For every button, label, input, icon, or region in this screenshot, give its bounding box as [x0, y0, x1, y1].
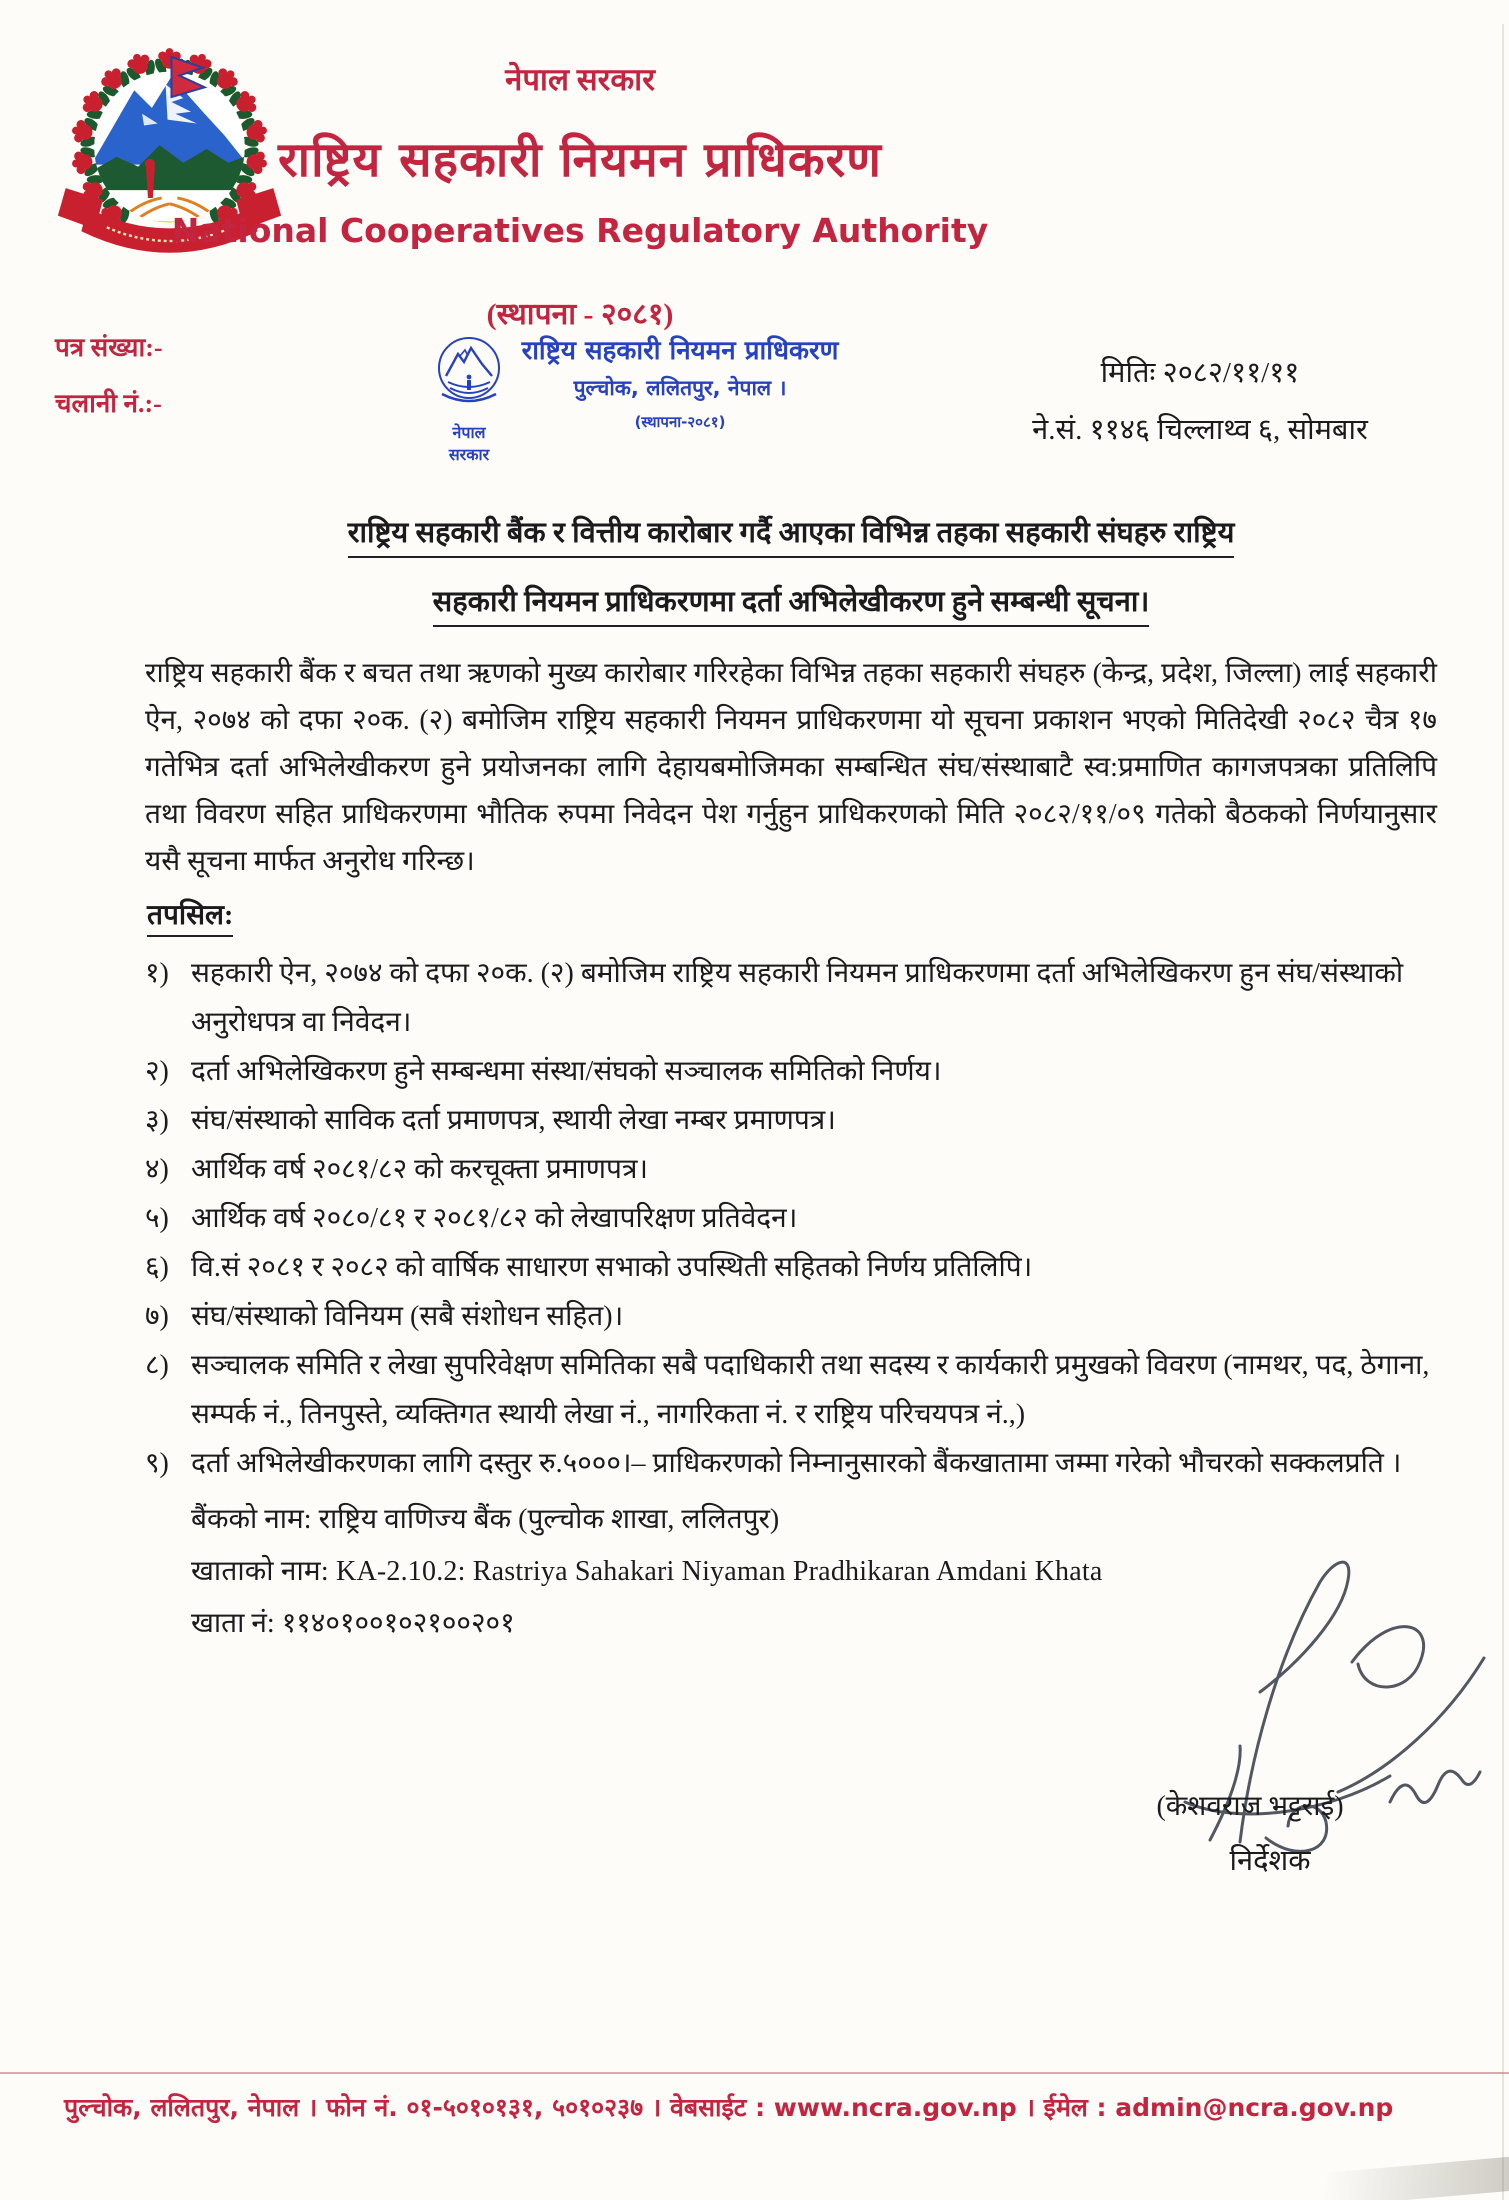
- government-line: नेपाल सरकार: [505, 62, 655, 97]
- list-item: २) दर्ता अभिलेखिकरण हुने सम्बन्धमा संस्था/संघको सञ्चालक समितिको निर्णय।: [145, 1056, 942, 1087]
- signatory-block: [1040, 1786, 1460, 1879]
- schedule-items: [145, 949, 1437, 1488]
- signatory-name: (केशवराज भट्टराई): [1156, 1791, 1344, 1822]
- subject-heading: [145, 512, 1437, 620]
- stamp-line3: (स्थापना-२०८१): [634, 413, 726, 431]
- dispatch-number-label: चलानी नं.:-: [55, 389, 162, 418]
- subject-line1: राष्ट्रिय सहकारी बैंक र वित्तीय कारोबार गर्दै आएका विभिन्न तहका सहकारी संघहरु राष्ट्रिय: [348, 517, 1235, 558]
- established-line: (स्थापना - २०८१): [486, 298, 674, 331]
- authority-title-nepali: राष्ट्रिय सहकारी नियमन प्राधिकरण: [278, 132, 882, 188]
- list-item: १) सहकारी ऐन, २०७४ को दफा २०क. (२) बमोजिम राष्ट्रिय सहकारी नियमन प्राधिकरणमा दर्ता अभिलेखिकरण हुन संघ/संस्थाको अनुरोधपत्र वा निवेदन।: [145, 958, 1404, 1038]
- stamp-line1: राष्ट्रिय सहकारी नियमन प्राधिकरण: [521, 336, 839, 366]
- date-block: [950, 352, 1450, 448]
- account-name-line: खाताको नाम: KA-2.10.2: Rastriya Sahakari Niyaman Pradhikaran Amdani Khata: [191, 1556, 1103, 1587]
- list-item: ४) आर्थिक वर्ष २०८१/८२ को करचूक्ता प्रमाणपत्र।: [145, 1154, 649, 1185]
- subject-line2: सहकारी नियमन प्राधिकरणमा दर्ता अभिलेखीकरण हुने सम्बन्धी सूचना।: [433, 586, 1150, 627]
- scan-edge-artifact: [1502, 24, 1504, 2200]
- stamp-caption: नेपाल सरकार: [448, 423, 490, 464]
- schedule-label: तपसिल:: [147, 895, 1437, 933]
- date-line: मितिः २०८२/११/११: [1100, 357, 1300, 389]
- list-item: ९) दर्ता अभिलेखीकरणका लागि दस्तुर रु.५०००।– प्राधिकरणको निम्नानुसारको बैंकखातामा जम्मा गरेको भौचरको सक्कलप्रति ।: [145, 1448, 1402, 1479]
- list-item: ५) आर्थिक वर्ष २०८०/८१ र २०८१/८२ को लेखापरिक्षण प्रतिवेदन।: [145, 1203, 798, 1234]
- list-item: ७) संघ/संस्थाको विनियम (सबै संशोधन सहित)।: [145, 1301, 624, 1332]
- bank-name-line: बैंकको नाम: राष्ट्रिय वाणिज्य बैंक (पुल्चोक शाखा, ललितपुर): [191, 1504, 780, 1535]
- body-paragraph: राष्ट्रिय सहकारी बैंक र बचत तथा ऋणको मुख्य कारोबार गरिरहेका विभिन्न तहका सहकारी संघहरु (केन्द्र, प्रदेश, जिल्ला) लाई सहकारी ऐन, २०७४ को दफा २०क. (२) बमोजिम राष्ट्रिय सहकारी नियमन प्राधिकरणमा यो सूचना प्रकाशन भएको मितिदेखी २०८२ चैत्र १७ गतेभित्र दर्ता अभिलेखीकरण हुने प्रयोजनका लागि देहायबमोजिमका सम्बन्धित संघ/संस्थाबाटै स्व:प्रमाणित कागजपत्रका प्रतिलिपि तथा विवरण सहित प्राधिकरणमा भौतिक रुपमा निवेदन पेश गर्नुहुन प्राधिकरणको मिति २०८२/११/०९ गतेको बैठकको निर्णयानुसार यसै सूचना मार्फत अनुरोध गरिन्छ।: [145, 658, 1437, 877]
- letter-body: [145, 512, 1437, 1650]
- list-item: ८) सञ्चालक समिति र लेखा सुपरिवेक्षण समितिका सबै पदाधिकारी तथा सदस्य र कार्यकारी प्रमुखको विवरण (नामथर, पद, ठेगाना, सम्पर्क नं., तिनपुस्ते, व्यक्तिगत स्थायी लेखा नं., नागरिकता नं. र राष्ट्रिय परिचयपत्र नं.,): [145, 1350, 1430, 1430]
- list-item: ३) संघ/संस्थाको साविक दर्ता प्रमाणपत्र, स्थायी लेखा नम्बर प्रमाणपत्र।: [145, 1105, 836, 1136]
- footer-text: पुल्चोक, ललितपुर, नेपाल । फोन नं. ०१-५०१०१३१, ५०१०२३७ । वेबसाईट : www.ncra.gov.np । ईमेल : admin@ncra.gov.np: [64, 2093, 1394, 2122]
- letterhead: [170, 58, 990, 333]
- signatory-title: निर्देशक: [1229, 1845, 1311, 1877]
- letter-number-label: पत्र संख्या:-: [55, 333, 163, 362]
- list-item: ६) वि.सं २०८१ र २०८२ को वार्षिक साधारण सभाको उपस्थिती सहितको निर्णय प्रतिलिपि।: [145, 1252, 1033, 1283]
- account-number-line: खाता नं: ११४०१००१०२१००२०१: [191, 1608, 515, 1639]
- stamp-emblem-icon: [434, 332, 504, 418]
- stamp-line2: पुल्चोक, ललितपुर, नेपाल ।: [573, 376, 787, 400]
- office-stamp: [430, 332, 840, 465]
- reference-block: [55, 328, 163, 420]
- authority-title-english: National Cooperatives Regulatory Authority: [171, 211, 989, 250]
- nepal-sambat-line: ने.सं. ११४६ चिल्लाथ्व ६, सोमबार: [1032, 414, 1368, 446]
